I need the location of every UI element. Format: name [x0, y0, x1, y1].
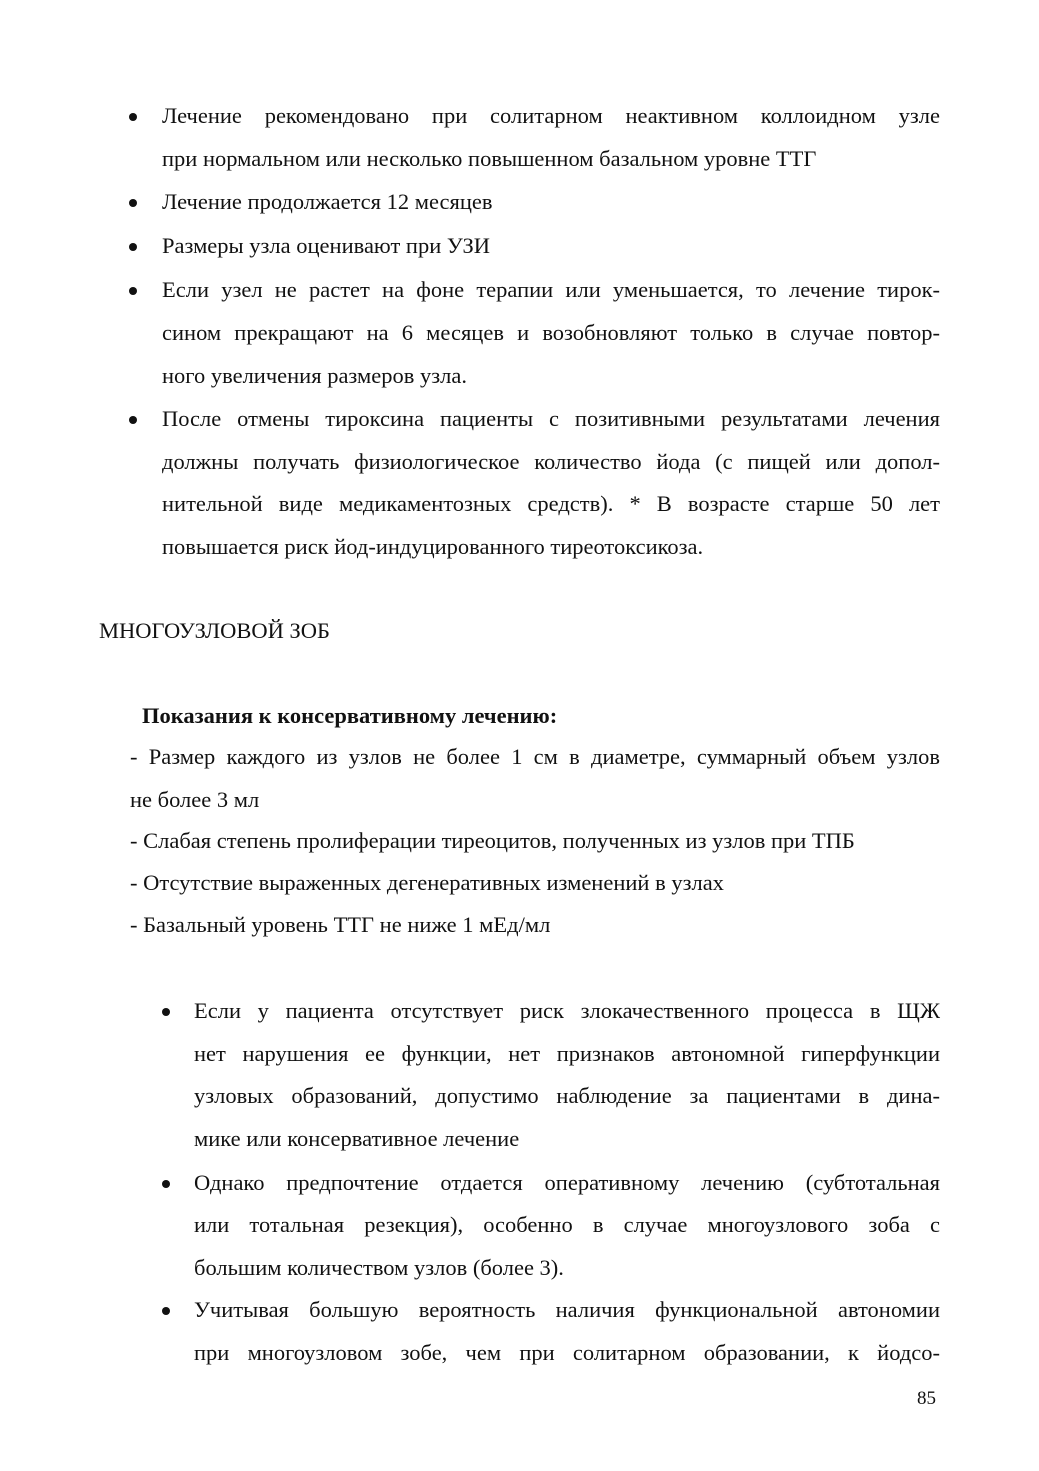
bullet-icon — [162, 1180, 170, 1188]
list1-item4-line3: ного увеличения размеров узла. — [162, 363, 467, 388]
bullet-icon — [162, 1008, 170, 1016]
section-heading: МНОГОУЗЛОВОЙ ЗОБ — [99, 618, 330, 643]
list1-item1-line2: при нормальном или несколько повышенном базальном уровне ТТГ — [162, 146, 817, 171]
list1-item5-line3: нительной виде медикаментозных средств). * В возрасте старше 50 лет — [162, 491, 940, 516]
indications-heading: Показания к консервативному лечению: — [142, 703, 558, 728]
list2-item2-line1: Однако предпочтение отдается оперативному лечению (субтотальная — [194, 1170, 940, 1195]
list1-item4-line2: сином прекращают на 6 месяцев и возобновляют только в случае повтор- — [162, 320, 940, 345]
list2-item2-line3: большим количеством узлов (более 3). — [194, 1255, 564, 1280]
list1-item5-line2: должны получать физиологическое количество йода (с пищей или допол- — [162, 449, 940, 474]
bullet-icon — [129, 113, 137, 121]
list2-item1-line4: мике или консервативное лечение — [194, 1126, 520, 1151]
indication-line: - Размер каждого из узлов не более 1 см в диаметре, суммарный объем узлов — [130, 744, 940, 769]
list1-item1-line1: Лечение рекомендовано при солитарном неактивном коллоидном узле — [162, 103, 940, 128]
list2-item1-line2: нет нарушения ее функции, нет признаков автономной гиперфункции — [194, 1041, 940, 1066]
list2-item2-line2: или тотальная резекция), особенно в случае многоузлового зоба с — [194, 1212, 940, 1237]
indication-line: - Слабая степень пролиферации тиреоцитов, полученных из узлов при ТПБ — [130, 828, 855, 853]
bullet-icon — [129, 416, 137, 424]
list2-item3-line1: Учитывая большую вероятность наличия функциональной автономии — [194, 1297, 940, 1322]
indication-line: не более 3 мл — [130, 787, 260, 812]
list1-item2-line1: Лечение продолжается 12 месяцев — [162, 189, 493, 214]
list2-item1-line3: узловых образований, допустимо наблюдение за пациентами в дина- — [194, 1083, 940, 1108]
list1-item3-line1: Размеры узла оценивают при УЗИ — [162, 233, 491, 258]
list1-item5-line4: повышается риск йод-индуцированного тиреотоксикоза. — [162, 534, 704, 559]
bullet-icon — [129, 199, 137, 207]
bullet-icon — [129, 243, 137, 251]
bullet-icon — [162, 1307, 170, 1315]
page-number: 85 — [917, 1388, 936, 1409]
list1-item5-line1: После отмены тироксина пациенты с позитивными результатами лечения — [162, 406, 940, 431]
list1-item4-line1: Если узел не растет на фоне терапии или уменьшается, то лечение тирок- — [162, 277, 940, 302]
list2-item3-line2: при многоузловом зобе, чем при солитарном образовании, к йодсо- — [194, 1340, 940, 1365]
indication-line: - Отсутствие выраженных дегенеративных изменений в узлах — [130, 870, 724, 895]
indication-line: - Базальный уровень ТТГ не ниже 1 мЕд/мл — [130, 912, 551, 937]
bullet-icon — [129, 287, 137, 295]
list2-item1-line1: Если у пациента отсутствует риск злокачественного процесса в ЩЖ — [194, 998, 940, 1023]
